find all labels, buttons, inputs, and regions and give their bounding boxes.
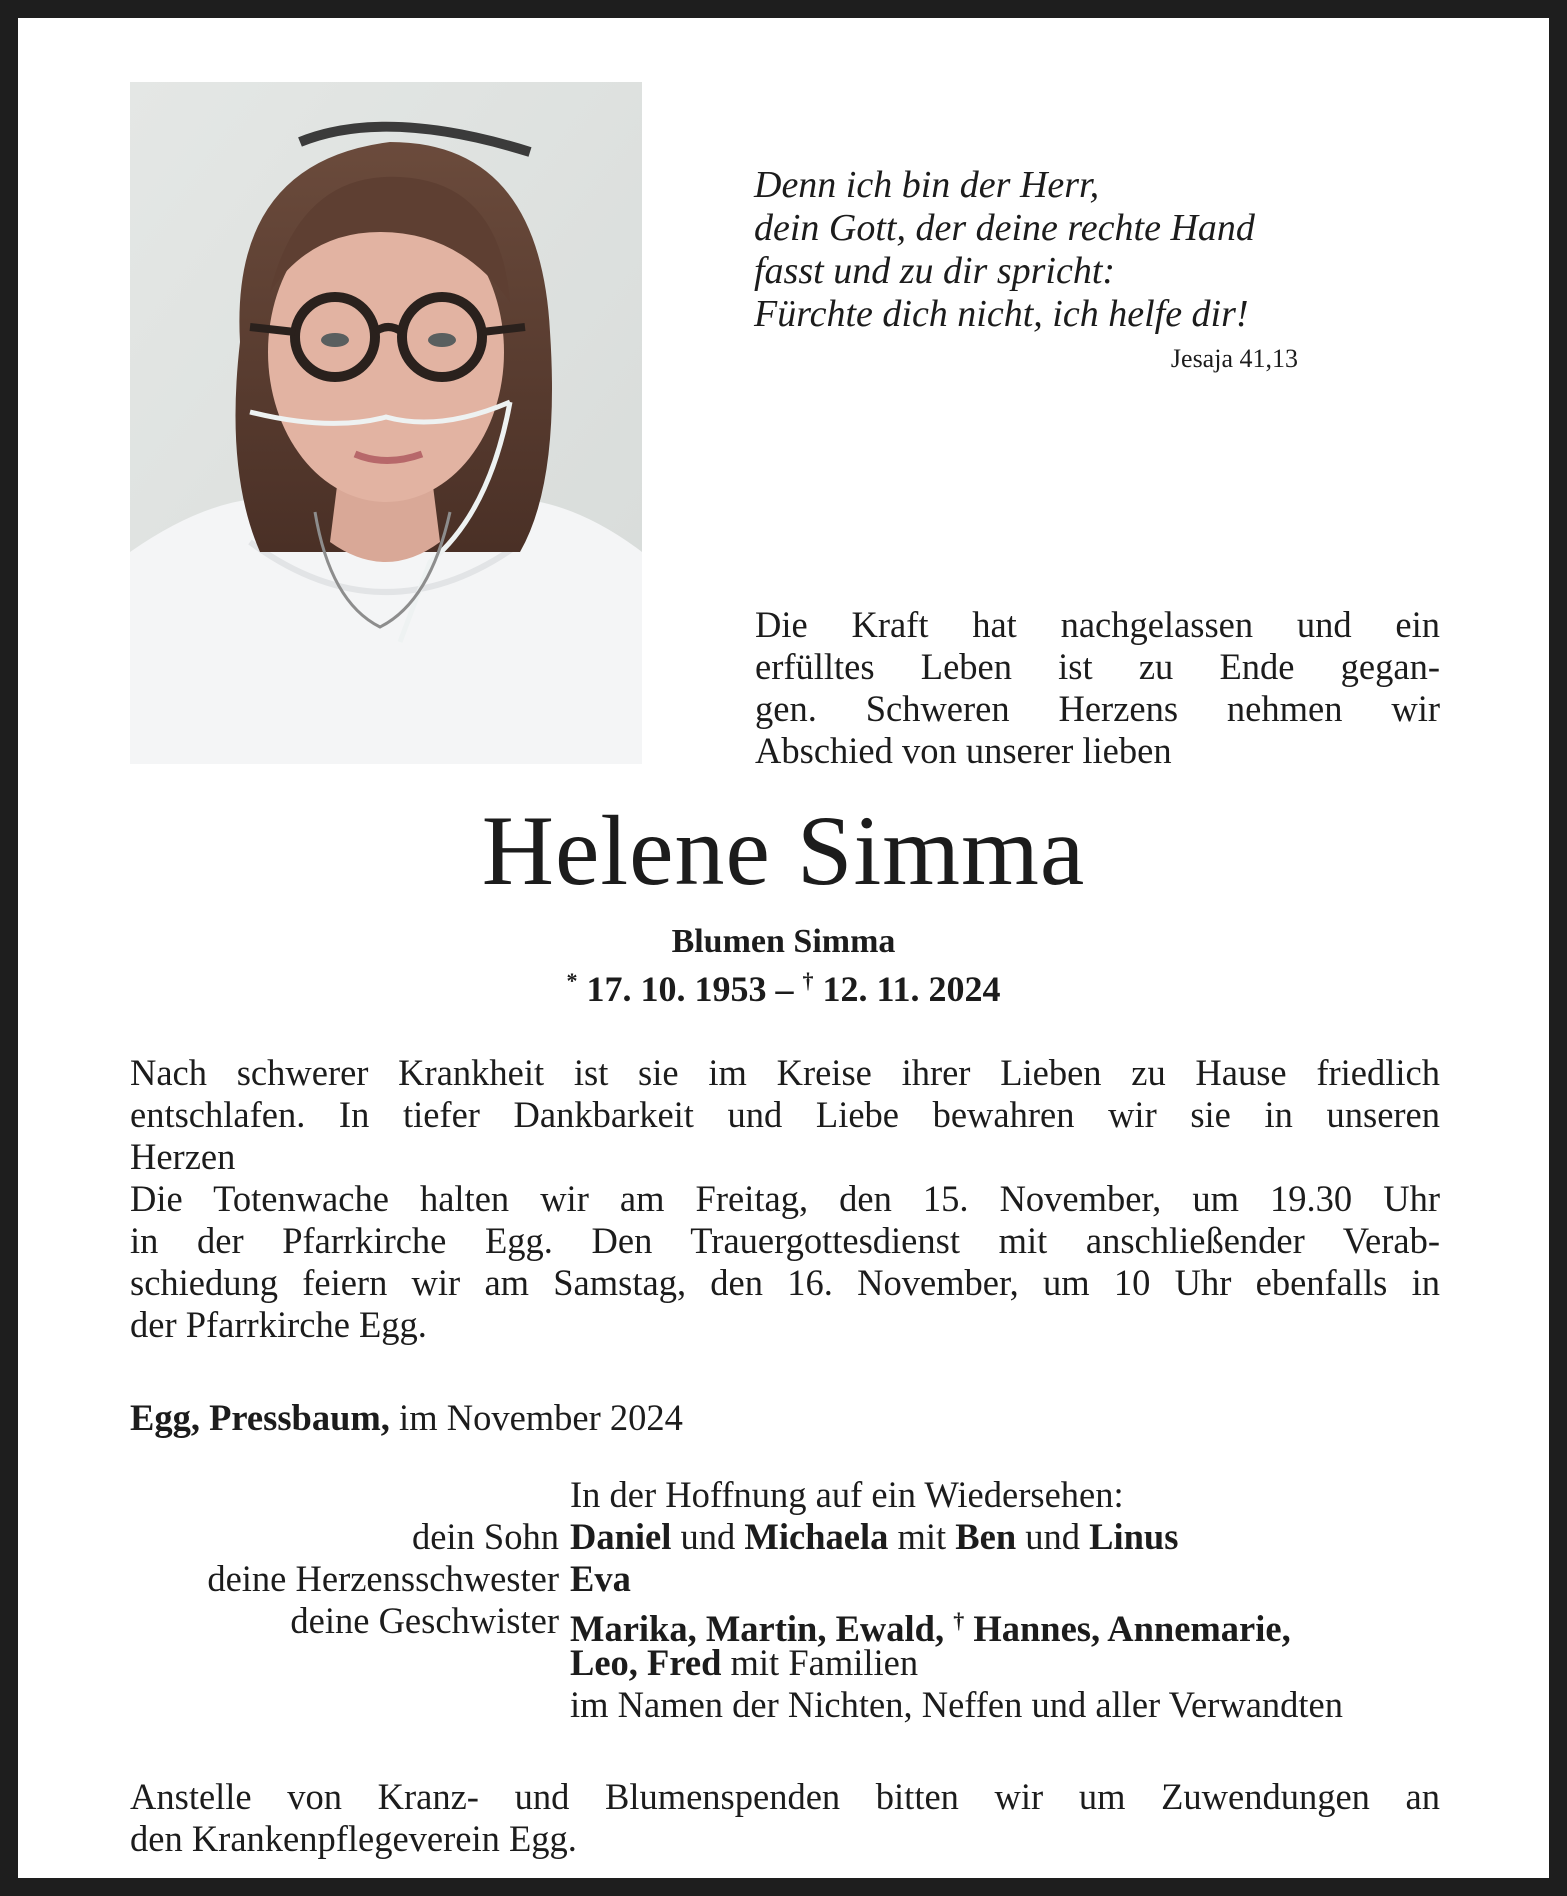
quote-reference: Jesaja 41,13 [1170, 344, 1298, 373]
mourner-row-siblings [18, 1600, 1549, 1650]
relatives-line: im Namen der Nichten, Neffen und aller Verwandten [570, 1684, 1343, 1725]
sister-role: deine Herzensschwester [207, 1558, 559, 1599]
connector: mit [897, 1516, 947, 1557]
hope-line: In der Hoffnung auf ein Wiedersehen: [570, 1474, 1124, 1515]
birth-symbol: * [566, 968, 578, 993]
body-line: schiedung feiern wir am Samstag, den 16. November, um 10 Uhr ebenfalls in [130, 1262, 1440, 1303]
cross-symbol: † [953, 1608, 965, 1633]
intro-text [755, 604, 1440, 772]
intro-line: Abschied von unserer lieben [755, 730, 1172, 771]
death-date: 12. 11. 2024 [822, 969, 1001, 1009]
place-locations: Egg, Pressbaum, [130, 1397, 390, 1438]
mourner-name: Marika, Martin, Ewald, [570, 1608, 945, 1650]
closing-line: Anstelle von Kranz- und Blumenspenden bitten wir um Zuwendungen an [130, 1776, 1440, 1817]
connector: und [1025, 1516, 1081, 1557]
body-line: in der Pfarrkirche Egg. Den Trauergottesdienst mit anschließender Verab- [130, 1220, 1440, 1261]
place-date [130, 1396, 683, 1439]
portrait-photo [130, 82, 642, 764]
death-symbol: † [802, 968, 814, 993]
quote-line: dein Gott, der deine rechte Hand [754, 207, 1255, 249]
obituary-card [18, 18, 1549, 1878]
body-line: Herzen [130, 1136, 236, 1177]
birth-date: 17. 10. 1953 [586, 969, 767, 1009]
mourner-row-sister [18, 1558, 1549, 1600]
closing-text [130, 1776, 1440, 1860]
mourner-row-son [18, 1516, 1549, 1558]
intro-line: Die Kraft hat nachgelassen und ein [755, 604, 1440, 645]
bible-quote [754, 164, 1314, 336]
deceased-company: Blumen Simma [671, 923, 896, 960]
sister-name [570, 1558, 631, 1600]
quote-line: Fürchte dich nicht, ich helfe dir! [754, 293, 1249, 335]
main-text [130, 1052, 1440, 1346]
connector: mit Familien [730, 1642, 919, 1683]
mourner-name: Michaela [744, 1516, 889, 1557]
date-separator: – [775, 969, 794, 1009]
body-line: Nach schwerer Krankheit ist sie im Kreise ihrer Lieben zu Hause friedlich [130, 1052, 1440, 1093]
mourner-name: Linus [1089, 1516, 1179, 1557]
intro-line: erfülltes Leben ist zu Ende gegan- [755, 646, 1440, 687]
mourners-list [18, 1474, 1549, 1726]
son-names [570, 1516, 1178, 1558]
mourner-name: Ben [955, 1516, 1017, 1557]
life-dates [18, 968, 1549, 1010]
body-line: entschlafen. In tiefer Dankbarkeit und Liebe bewahren wir sie in unseren [130, 1094, 1440, 1135]
body-line: Die Totenwache halten wir am Freitag, den 15. November, um 19.30 Uhr [130, 1178, 1440, 1219]
place-month: im November 2024 [399, 1397, 683, 1438]
siblings-role: deine Geschwister [290, 1600, 559, 1641]
closing-line: den Krankenpflegeverein Egg. [130, 1818, 577, 1859]
intro-line: gen. Schweren Herzens nehmen wir [755, 688, 1440, 729]
body-line: der Pfarrkirche Egg. [130, 1304, 427, 1345]
siblings-names-cont [570, 1642, 918, 1684]
mourner-name: Daniel [570, 1516, 672, 1557]
mourner-name: Hannes, Annemarie, [973, 1608, 1291, 1650]
mourner-name: Eva [570, 1558, 631, 1599]
quote-line: fasst und zu dir spricht: [754, 250, 1116, 292]
son-role: dein Sohn [411, 1516, 559, 1557]
deceased-name: Helene Simma [481, 795, 1086, 906]
connector: und [680, 1516, 736, 1557]
mourner-row-siblings-cont [18, 1642, 1549, 1684]
mourner-name: Leo, Fred [570, 1642, 722, 1683]
quote-line: Denn ich bin der Herr, [754, 164, 1100, 206]
